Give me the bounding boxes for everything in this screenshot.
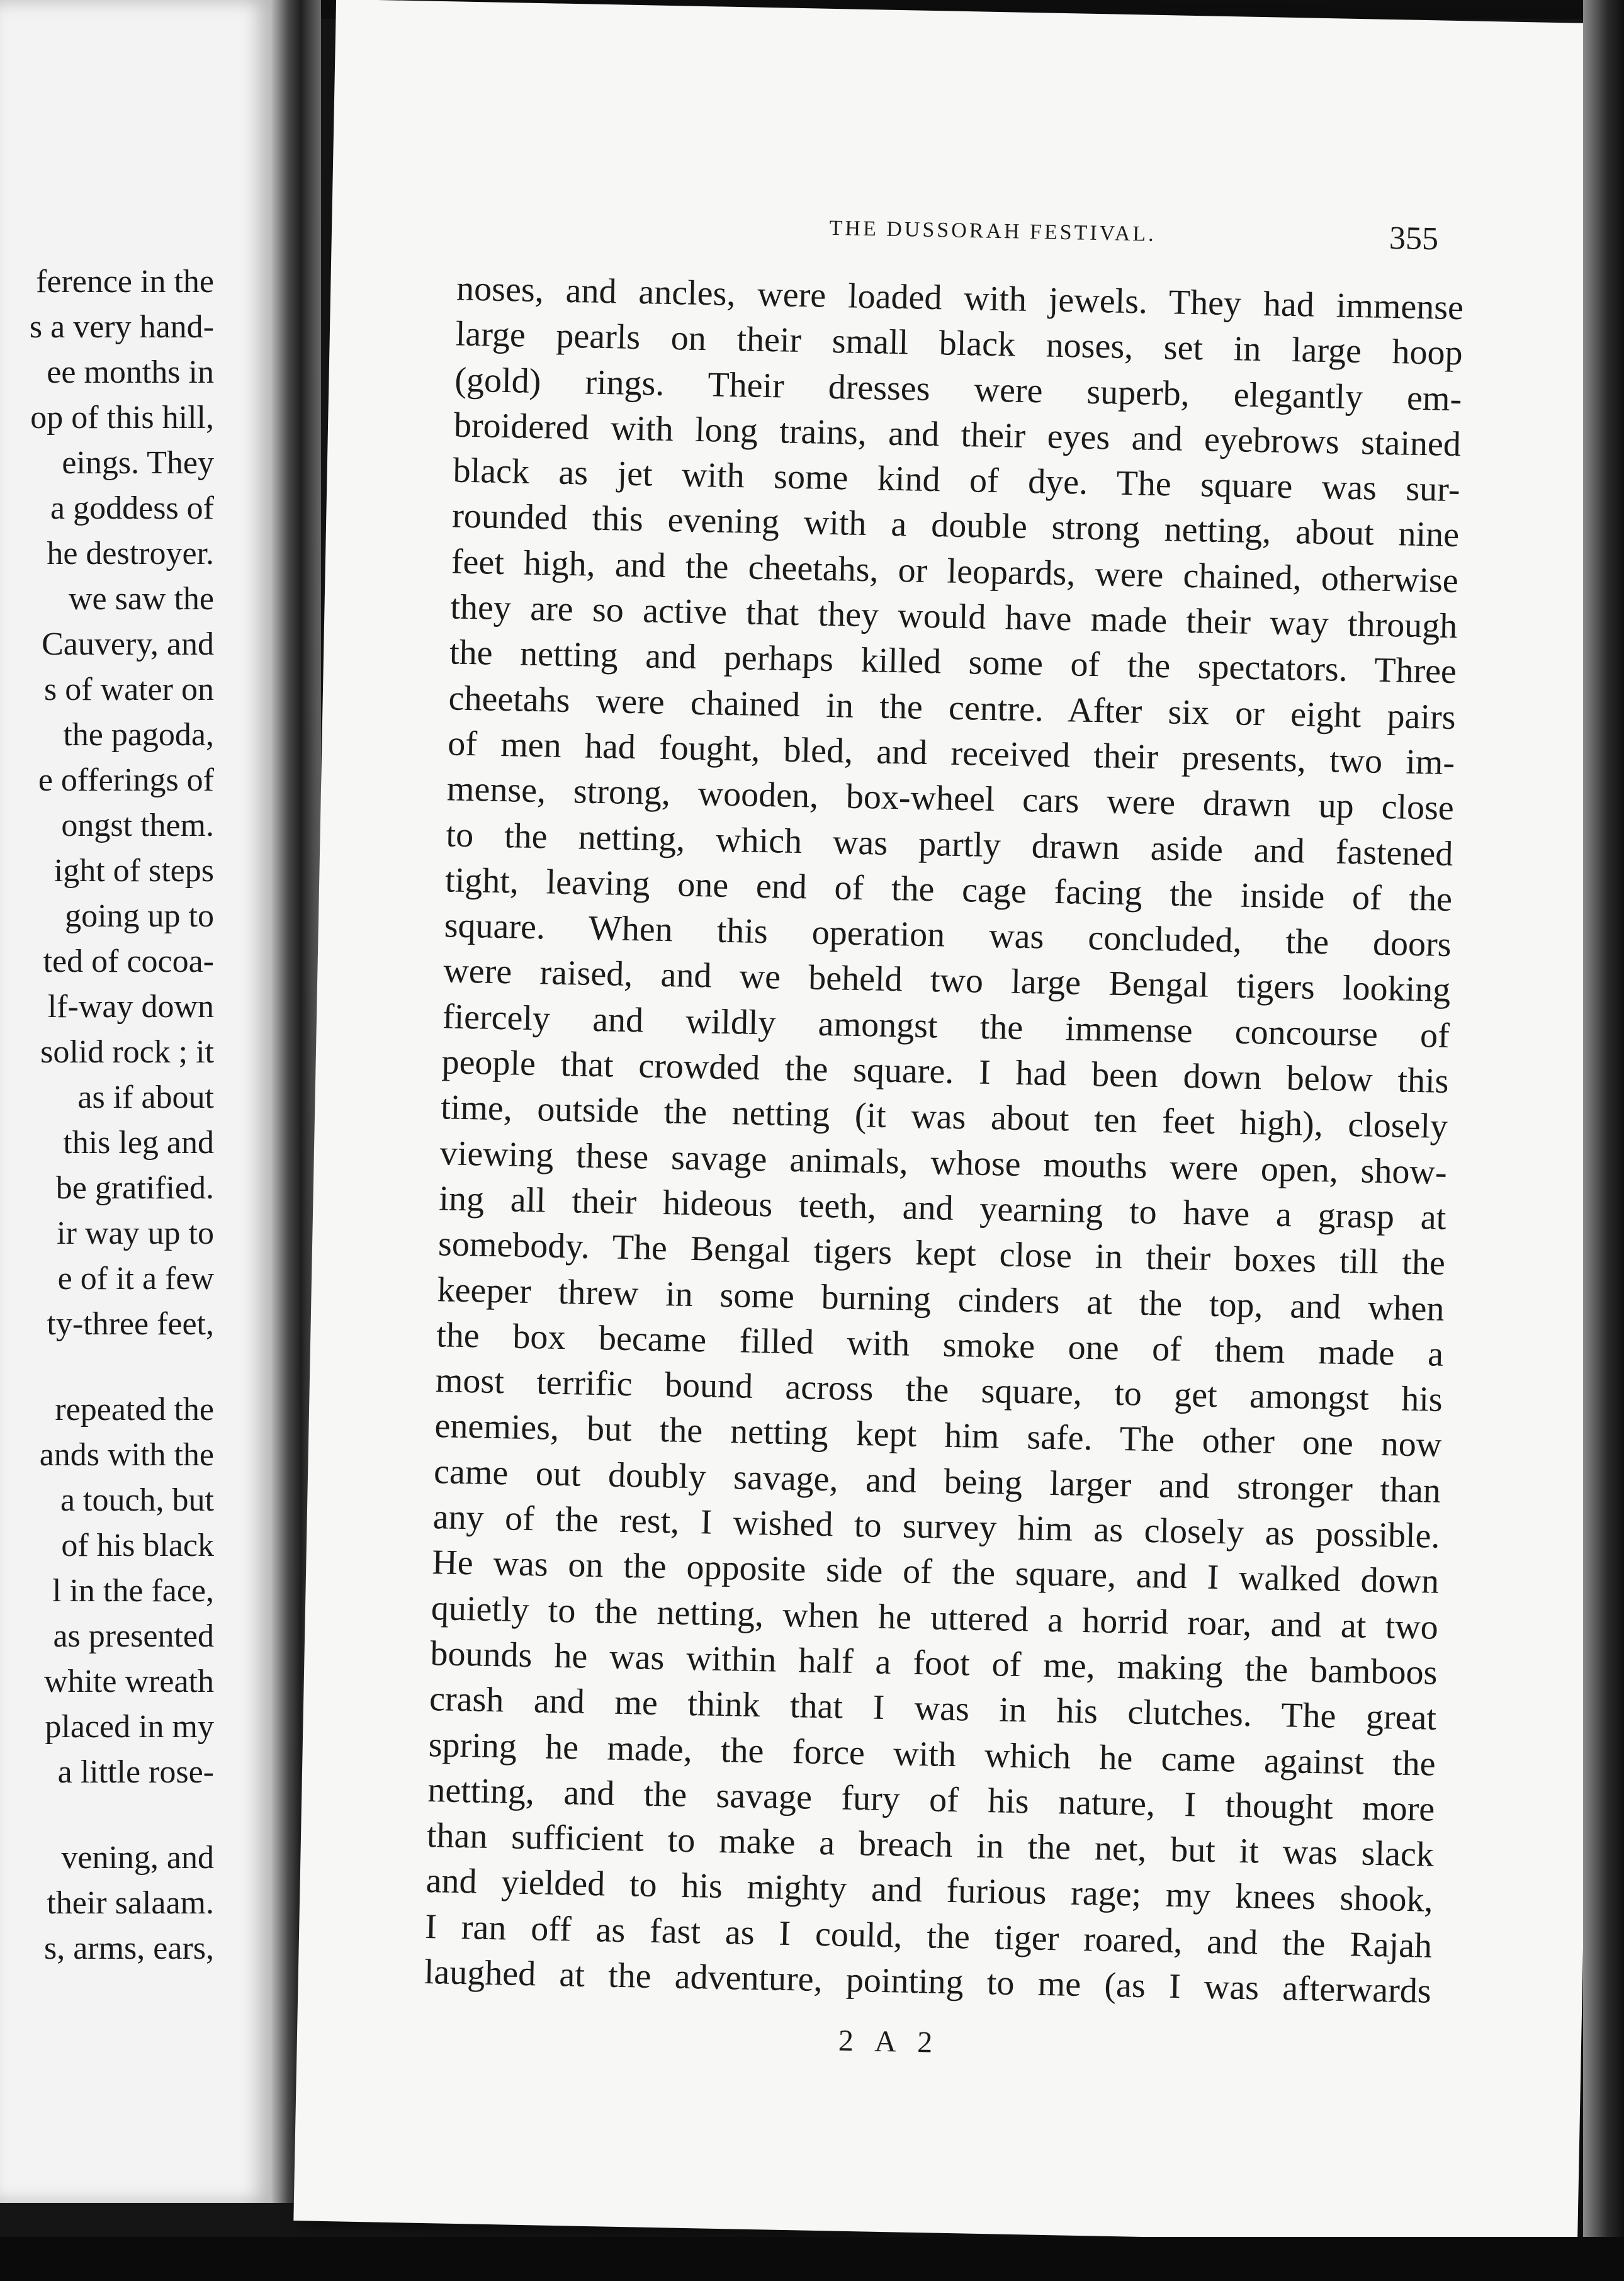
left-page-line: white wreath — [43, 1664, 214, 1699]
body-text-line: tight, leaving one end of the cage facing the inside of the — [444, 860, 1453, 919]
body-text-line: black as jet with some kind of dye. The square was sur- — [453, 451, 1461, 510]
left-page-text — [0, 259, 214, 1971]
left-page-line: s, arms, ears, — [43, 1930, 214, 1966]
left-page-line: going up to — [65, 898, 214, 934]
body-text-line: quietly to the netting, when he uttered a horrid roar, and at two — [431, 1588, 1439, 1647]
body-text-line: fiercely and wildly amongst the immense concourse of — [442, 997, 1450, 1056]
left-page-line: placed in my — [45, 1709, 214, 1745]
body-text-line: any of the rest, I wished to survey him as closely as possible. — [432, 1497, 1441, 1556]
left-page-line: the pagoda, — [63, 717, 214, 753]
left-page-line: ight of steps — [54, 853, 214, 889]
body-text-line: crash and me think that I was in his clutches. The great — [429, 1679, 1437, 1738]
left-page-line: vening, and — [61, 1840, 214, 1876]
body-text-line: of men had fought, bled, and received their presents, two im- — [447, 724, 1455, 783]
left-page-line: this leg and — [63, 1125, 214, 1161]
body-text-line: netting, and the savage fury of his nature, I thought more — [427, 1770, 1435, 1829]
body-text-line: square. When this operation was concluded, the doors — [444, 906, 1452, 965]
left-page-line — [0, 1347, 214, 1387]
left-page-line: s of water on — [43, 672, 214, 707]
left-page — [0, 0, 271, 2203]
body-text-line: ing all their hideous teeth, and yearning to have a grasp at — [438, 1179, 1446, 1237]
body-text-line: bounds he was within half a foot of me, making the bamboos — [430, 1634, 1438, 1692]
left-page-line: a touch, but — [60, 1482, 214, 1518]
body-text-line: enemies, but the netting kept him safe. The other one now — [434, 1406, 1442, 1465]
left-page-line: he destroyer. — [47, 536, 214, 572]
left-page-line: eings. They — [62, 445, 214, 481]
left-page-line: ference in the — [36, 264, 214, 300]
body-text-line: cheetahs were chained in the centre. After six or eight pairs — [448, 679, 1457, 737]
left-page-line: ted of cocoa- — [43, 943, 214, 979]
left-page-line: of his black — [61, 1528, 214, 1563]
left-page-line: their salaam. — [47, 1885, 214, 1921]
body-text-line: the netting and perhaps killed some of the spectators. Three — [449, 633, 1457, 692]
left-page-line: ands with the — [39, 1437, 214, 1473]
body-text-line: somebody. The Bengal tigers kept close in their boxes till the — [437, 1224, 1446, 1283]
scan-bottom-border — [0, 2237, 1624, 2281]
left-page-line: solid rock ; it — [40, 1034, 214, 1070]
left-page-line: as presented — [53, 1618, 214, 1654]
body-text-line: people that crowded the square. I had been down below this — [441, 1042, 1449, 1101]
body-text-line: feet high, and the cheetahs, or leopards, were chained, otherwise — [451, 542, 1459, 600]
left-page-line: ir way up to — [57, 1215, 214, 1251]
left-page-line: repeated the — [55, 1392, 214, 1428]
body-text-line: keeper threw in some burning cinders at the top, and when — [437, 1270, 1445, 1329]
left-page-line: Cauvery, and — [42, 626, 214, 662]
left-page-line: a goddess of — [50, 490, 214, 526]
body-text-line: came out doubly savage, and being larger and stronger than — [433, 1451, 1441, 1511]
body-text-line: noses, and ancles, were loaded with jewels. They had immense — [456, 269, 1464, 328]
left-page-line: ty-three feet, — [47, 1306, 214, 1342]
body-text-line: (gold) rings. Their dresses were superb, elegantly em- — [454, 360, 1462, 419]
left-page-line: lf-way down — [47, 989, 214, 1025]
left-page-line: e offerings of — [38, 762, 214, 798]
body-text-line: He was on the opposite side of the square, and I walked down — [431, 1543, 1440, 1602]
left-page-line: op of this hill, — [30, 400, 214, 436]
body-text-line: were raised, and we beheld two large Bengal tigers looking — [443, 951, 1451, 1010]
left-page-line: a little rose- — [57, 1754, 214, 1790]
running-head: THE DUSSORAH FESTIVAL. — [829, 216, 1157, 246]
body-text-line: rounded this evening with a double strong netting, about nine — [451, 496, 1460, 555]
left-page-line — [0, 1795, 214, 1835]
page-number: 355 — [1389, 220, 1439, 257]
left-page-line: ee months in — [47, 354, 214, 390]
body-text-line: the box became filled with smoke one of them made a — [436, 1315, 1444, 1374]
body-text-line: viewing these savage animals, whose mouths were open, show- — [439, 1133, 1448, 1192]
body-text-line: time, outside the netting (it was about ten feet high), closely — [440, 1088, 1448, 1147]
left-page-line: ongst them. — [61, 808, 214, 843]
body-text-line: spring he made, the force with which he came against the — [428, 1725, 1436, 1784]
right-page — [293, 0, 1620, 2245]
body-text-line: broidered with long trains, and their eyes and eyebrows stained — [453, 405, 1462, 465]
body-text-line: they are so active that they would have made their way through — [449, 587, 1458, 646]
page-body-text — [424, 266, 1463, 2014]
scan-right-border — [1583, 0, 1624, 2281]
body-text-line: large pearls on their small black noses, set in large hoop — [455, 314, 1463, 373]
body-text-line: laughed at the adventure, pointing to me (as I was afterwards — [424, 1952, 1432, 2011]
body-text-line: mense, strong, wooden, box-wheel cars were drawn up close — [446, 769, 1455, 828]
body-text-line: than sufficient to make a breach in the net, but it was slack — [426, 1816, 1435, 1874]
printer-signature-mark: 2 A 2 — [838, 2024, 940, 2059]
body-text-line: to the netting, which was partly drawn aside and fastened — [446, 814, 1453, 874]
left-page-line: be gratified. — [55, 1170, 214, 1206]
left-page-line: e of it a few — [57, 1261, 214, 1297]
body-text-line: I ran off as fast as I could, the tiger roared, and the Rajah — [424, 1906, 1433, 1966]
body-text-line: and yielded to his mighty and furious rage; my knees shook, — [426, 1861, 1434, 1920]
left-page-line: s a very hand- — [29, 309, 214, 345]
left-page-line: we saw the — [68, 581, 214, 617]
left-page-line: l in the face, — [52, 1573, 214, 1609]
left-page-line: as if about — [77, 1079, 214, 1115]
body-text-line: most terrific bound across the square, to get amongst his — [435, 1361, 1443, 1420]
